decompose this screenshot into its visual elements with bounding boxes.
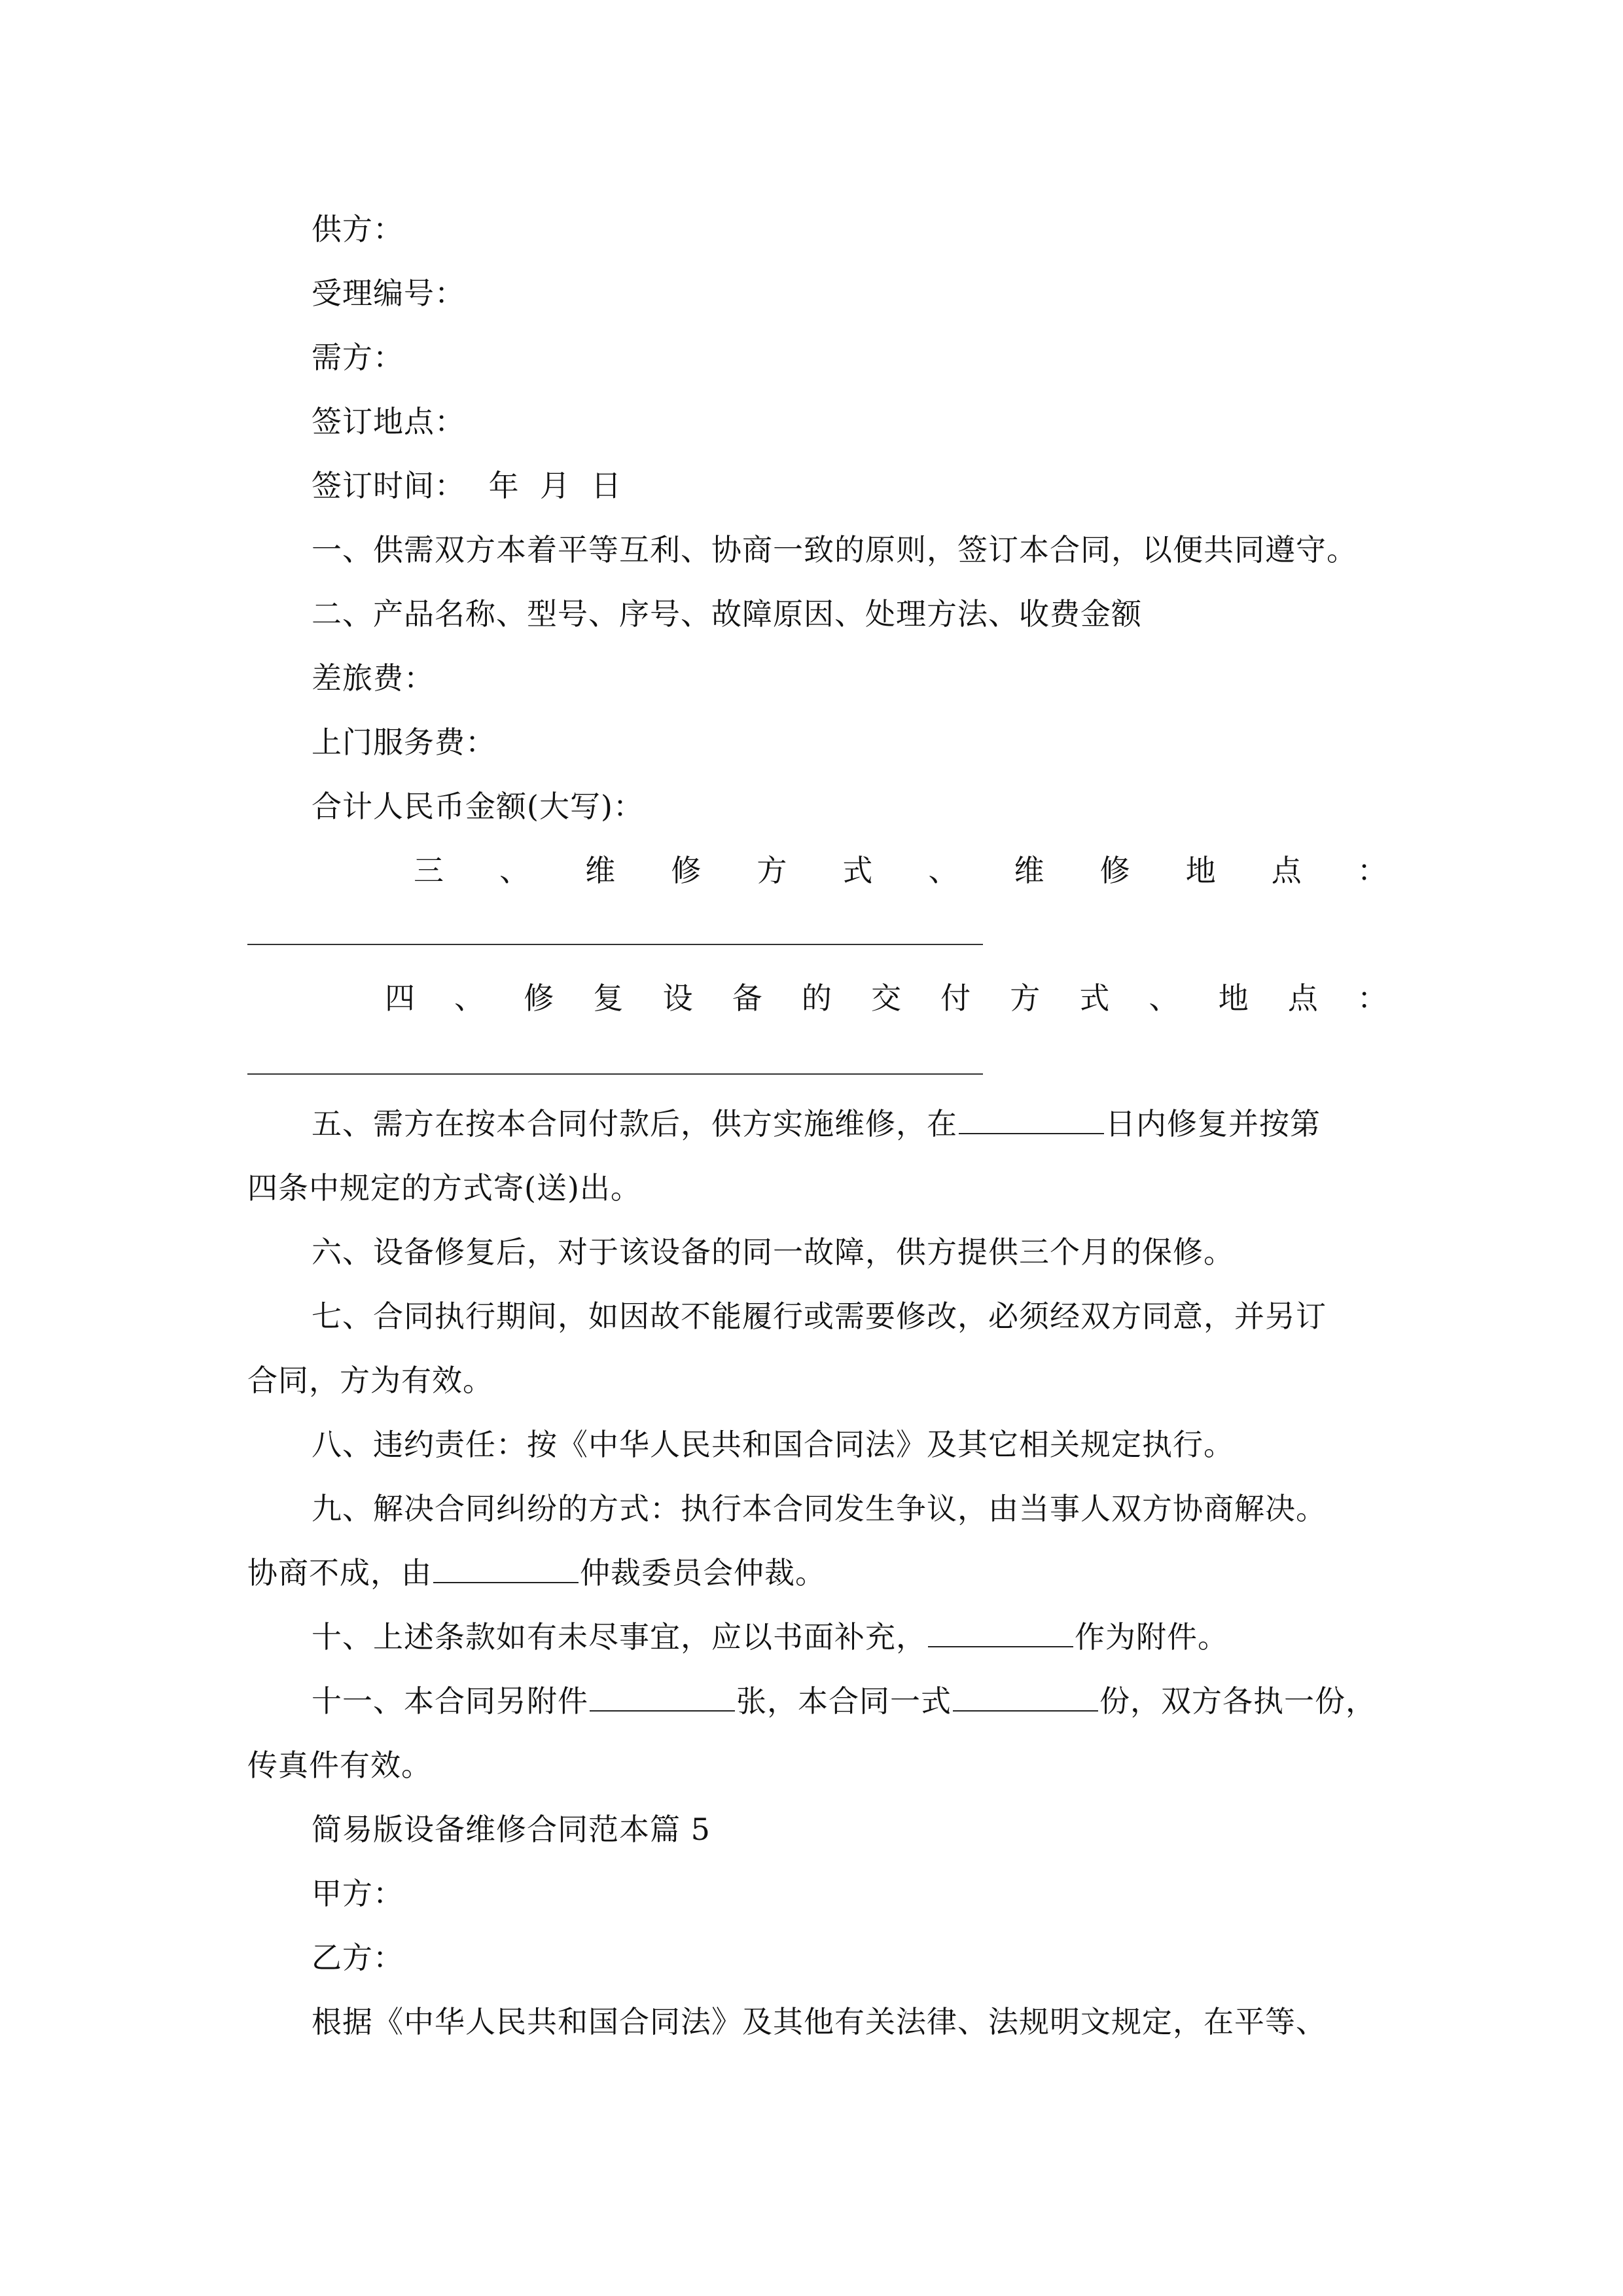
clause-10-text-b: 作为附件。 [1075,1619,1228,1655]
sign-time-label: 签订时间： [312,468,465,503]
c3-char: 式 [842,853,873,888]
c4-char: ： [1357,980,1387,1016]
sign-place-label: 签订地点： [312,404,465,439]
c4-char: 付 [940,980,971,1016]
c3-char: 、 [499,853,530,888]
clause-9-line-2 [247,1541,1393,1605]
clause-5-line-1 [312,1092,1393,1156]
attachment-blank [928,1620,1073,1647]
clause-9-text-b: 仲裁委员会仲裁。 [580,1555,826,1590]
onsite-fee-label: 上门服务费： [312,725,496,760]
c4-char: 、 [454,980,485,1016]
party-b-label: 乙方： [312,1940,404,1975]
clause-8: 八、违约责任：按《中华人民共和国合同法》及其它相关规定执行。 [312,1427,1234,1462]
clause-11-text-c: 份，双方各执一份， [1099,1683,1376,1719]
total-amount-label: 合计人民币金额(大写)： [312,789,644,824]
clause-3 [247,838,1394,903]
clause-4-fill-line [247,1073,983,1075]
c4-char: 复 [593,980,624,1016]
arbitration-blank [433,1556,579,1583]
c4-char: 设 [662,980,693,1016]
acceptance-number-label: 受理编号： [312,276,465,311]
clause-11-line-1 [312,1669,1393,1733]
clause-3-fill-line [247,944,983,945]
c3-char: 点 [1271,853,1302,888]
clause-5-text-b: 日内修复并按第 [1105,1106,1321,1141]
buyer-label: 需方： [312,340,404,375]
sign-time-row [312,454,1393,518]
days-blank [959,1107,1104,1134]
c3-char: 维 [585,853,616,888]
c3-char: 地 [1185,853,1216,888]
clause-7-line-2: 合同，方为有效。 [247,1363,493,1398]
party-a-label: 甲方： [312,1876,404,1911]
clause-11-line-2: 传真件有效。 [247,1748,432,1783]
clause-2: 二、产品名称、型号、序号、故障原因、处理方法、收费金额 [312,596,1142,632]
c3-char: 修 [1099,853,1130,888]
clause-5-text-a: 五、需方在按本合同付款后，供方实施维修，在 [312,1106,957,1141]
c3-char: ： [1357,853,1387,888]
clause-7-line-1: 七、合同执行期间，如因故不能履行或需要修改，必须经双方同意，并另订 [312,1299,1327,1334]
clause-9-text-a: 协商不成，由 [247,1555,432,1590]
clause-11-text-a: 十一、本合同另附件 [312,1683,588,1719]
attachment-count-blank [590,1684,735,1712]
clause-5-line-2: 四条中规定的方式寄(送)出。 [247,1170,641,1206]
c3-char: 、 [928,853,959,888]
c4-char: 修 [524,980,554,1016]
c4-char: 备 [732,980,762,1016]
c3-char: 维 [1014,853,1044,888]
travel-fee-label: 差旅费： [312,660,435,696]
c4-char: 方 [1010,980,1041,1016]
c4-char: 、 [1149,980,1179,1016]
clause-10 [312,1605,1393,1669]
c3-char: 方 [757,853,787,888]
supplier-label: 供方： [312,211,404,247]
c4-char: 的 [801,980,832,1016]
clause-6: 六、设备修复后，对于该设备的同一故障，供方提供三个月的保修。 [312,1234,1234,1270]
clause-11-text-b: 张，本合同一式 [736,1683,952,1719]
c4-char: 四 [385,980,415,1016]
section-title: 简易版设备维修合同范本篇 5 [312,1812,711,1847]
c4-char: 交 [870,980,901,1016]
section-intro: 根据《中华人民共和国合同法》及其他有关法律、法规明文规定，在平等、 [312,2004,1327,2039]
sign-time-fields: 年 月 日 [488,468,622,503]
clause-9-line-1: 九、解决合同纠纷的方式：执行本合同发生争议，由当事人双方协商解决。 [312,1491,1327,1526]
c3-char: 修 [671,853,702,888]
copies-blank [953,1684,1098,1712]
clause-1: 一、供需双方本着平等互利、协商一致的原则，签订本合同，以便共同遵守。 [312,532,1357,567]
clause-10-text-a: 十、上述条款如有未尽事宜，应以书面补充， [312,1619,927,1655]
c4-char: 点 [1287,980,1318,1016]
c3-char: 三 [414,853,444,888]
clause-4 [247,966,1394,1030]
c4-char: 式 [1079,980,1110,1016]
c4-char: 地 [1218,980,1249,1016]
